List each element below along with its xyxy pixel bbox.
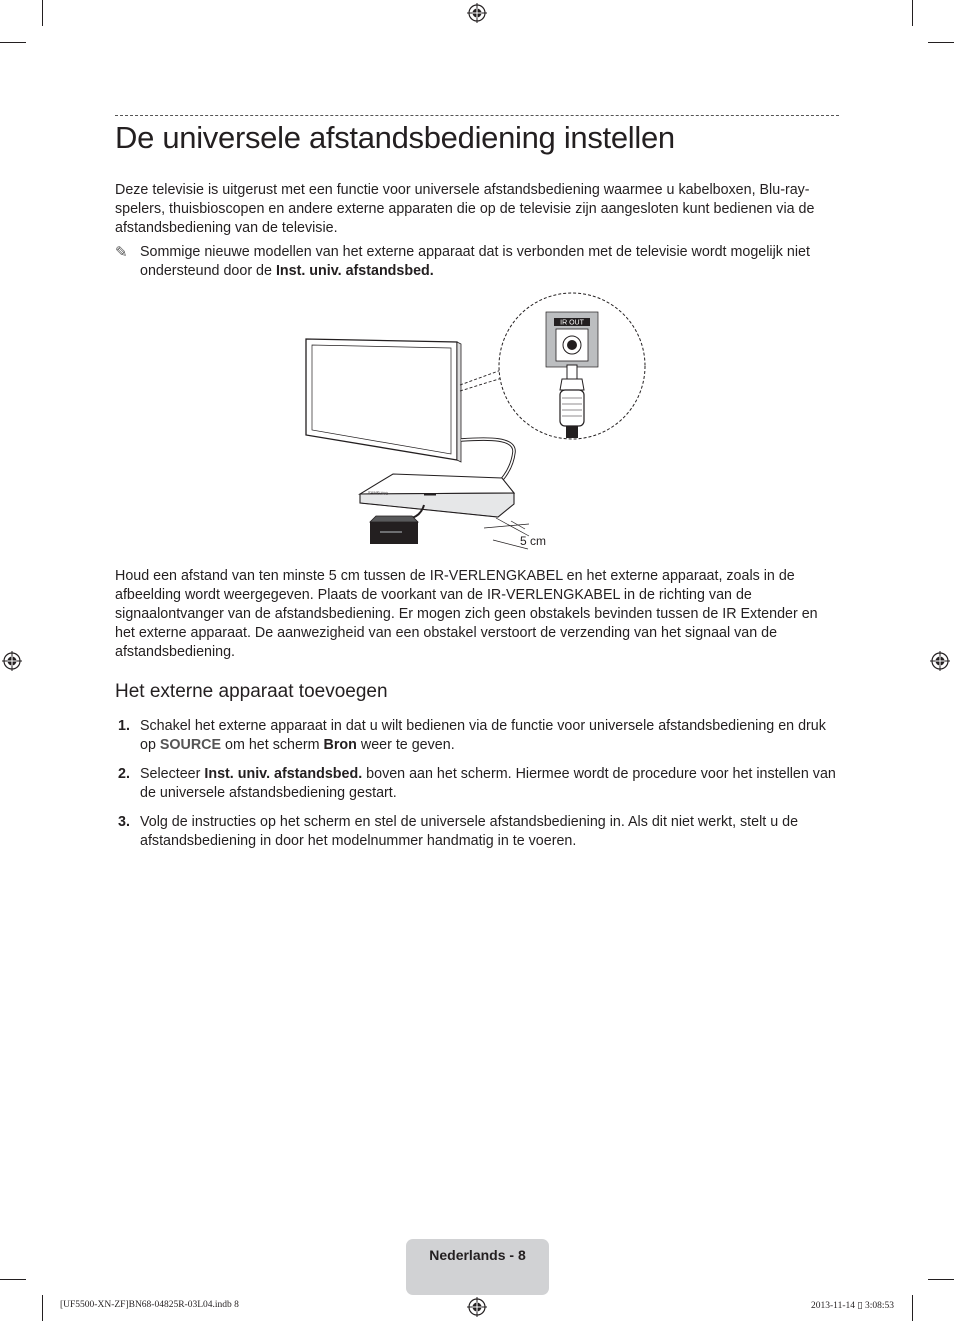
note-text-plain: Sommige nieuwe modellen van het externe apparaat dat is verbonden met de televisie wordt mogelijk niet ondersteund door de — [140, 244, 810, 279]
step-number: 3. — [118, 814, 130, 830]
crop-mark — [912, 1295, 913, 1321]
section-heading: Het externe apparaat toevoegen — [115, 681, 388, 702]
file-slug: [UF5500-XN-ZF]BN68-04825R-03L04.indb 8 — [60, 1300, 239, 1310]
bron-label: Bron — [323, 737, 357, 753]
list-item — [115, 765, 840, 803]
step-text: om het scherm — [221, 737, 324, 753]
tv-illustration — [306, 339, 461, 462]
crop-mark — [42, 0, 43, 26]
ir-out-port — [546, 312, 598, 367]
connection-diagram — [300, 290, 660, 555]
step-text: Volg de instructies op het scherm en stel de universele afstandsbediening in. Als dit niet werkt, stelt u de afstandsbediening in door het modelnummer handmatig in te voeren. — [140, 814, 799, 849]
device-brand: SAMSUNG — [367, 490, 389, 496]
crop-mark — [912, 0, 913, 26]
crop-mark — [928, 1279, 954, 1280]
page-title: De universele afstandsbediening instellen — [115, 120, 675, 155]
crop-mark — [42, 1295, 43, 1321]
crop-mark — [0, 1279, 26, 1280]
registration-mark-icon — [2, 651, 22, 671]
note-text — [140, 243, 840, 281]
distance-paragraph: Houd een afstand van ten minste 5 cm tussen de IR-VERLENGKABEL en het externe apparaat, zoals in de afbeelding wordt weergegeven. Plaats de voorkant van de IR-VERLENGKABEL in de richting van de signaalontvanger van de afstandsbediening. Er mogen zich geen obstakels bevinden tussen de IR Extender en het externe apparaat. De aanwezigheid van een obstakel verstoort de verzending van het signaal van de afstandsbediening. — [115, 568, 818, 660]
step-number: 2. — [118, 766, 130, 782]
source-key-label: SOURCE — [159, 737, 222, 753]
pencil-icon: ✎ — [115, 244, 128, 261]
registration-mark-icon — [930, 651, 950, 671]
step-text: weer te geven. — [356, 737, 455, 753]
intro-paragraph: Deze televisie is uitgerust met een functie voor universele afstandsbediening waarmee u kabelboxen, Blu-ray-spelers, thuisbioscopen en andere externe apparaten die op de televisie zijn aangesloten kunt bedienen via de afstandsbediening van de televisie. — [115, 182, 815, 236]
distance-label: 5 cm — [520, 534, 547, 548]
ir-out-label: IR OUT — [560, 319, 584, 327]
step-text: Selecteer — [140, 766, 205, 782]
list-item — [115, 717, 840, 755]
crop-mark — [928, 42, 954, 43]
title-divider — [115, 115, 839, 116]
steps-list — [115, 717, 840, 861]
registration-mark-icon — [467, 1297, 487, 1317]
page-number: Nederlands - 8 — [429, 1247, 526, 1263]
step-text: Schakel het externe apparaat in dat u wilt bedienen via de functie voor universele afstandsbediening en druk op — [140, 718, 826, 753]
step-text: boven aan het scherm. Hiermee wordt de procedure voor het instellen van de universele afstandsbediening gestart. — [140, 766, 836, 801]
step-number: 1. — [118, 718, 130, 734]
list-item — [115, 813, 840, 851]
crop-mark — [0, 42, 26, 43]
registration-mark-icon — [467, 3, 487, 23]
menu-item-label: Inst. univ. afstandsbed. — [204, 766, 363, 782]
external-device-illustration — [360, 474, 514, 517]
ir-extender-illustration — [370, 516, 418, 544]
note-text-bold: Inst. univ. afstandsbed. — [275, 263, 434, 279]
note-block — [115, 243, 840, 281]
print-timestamp: 2013-11-14 ▯ 3:08:53 — [811, 1301, 894, 1311]
